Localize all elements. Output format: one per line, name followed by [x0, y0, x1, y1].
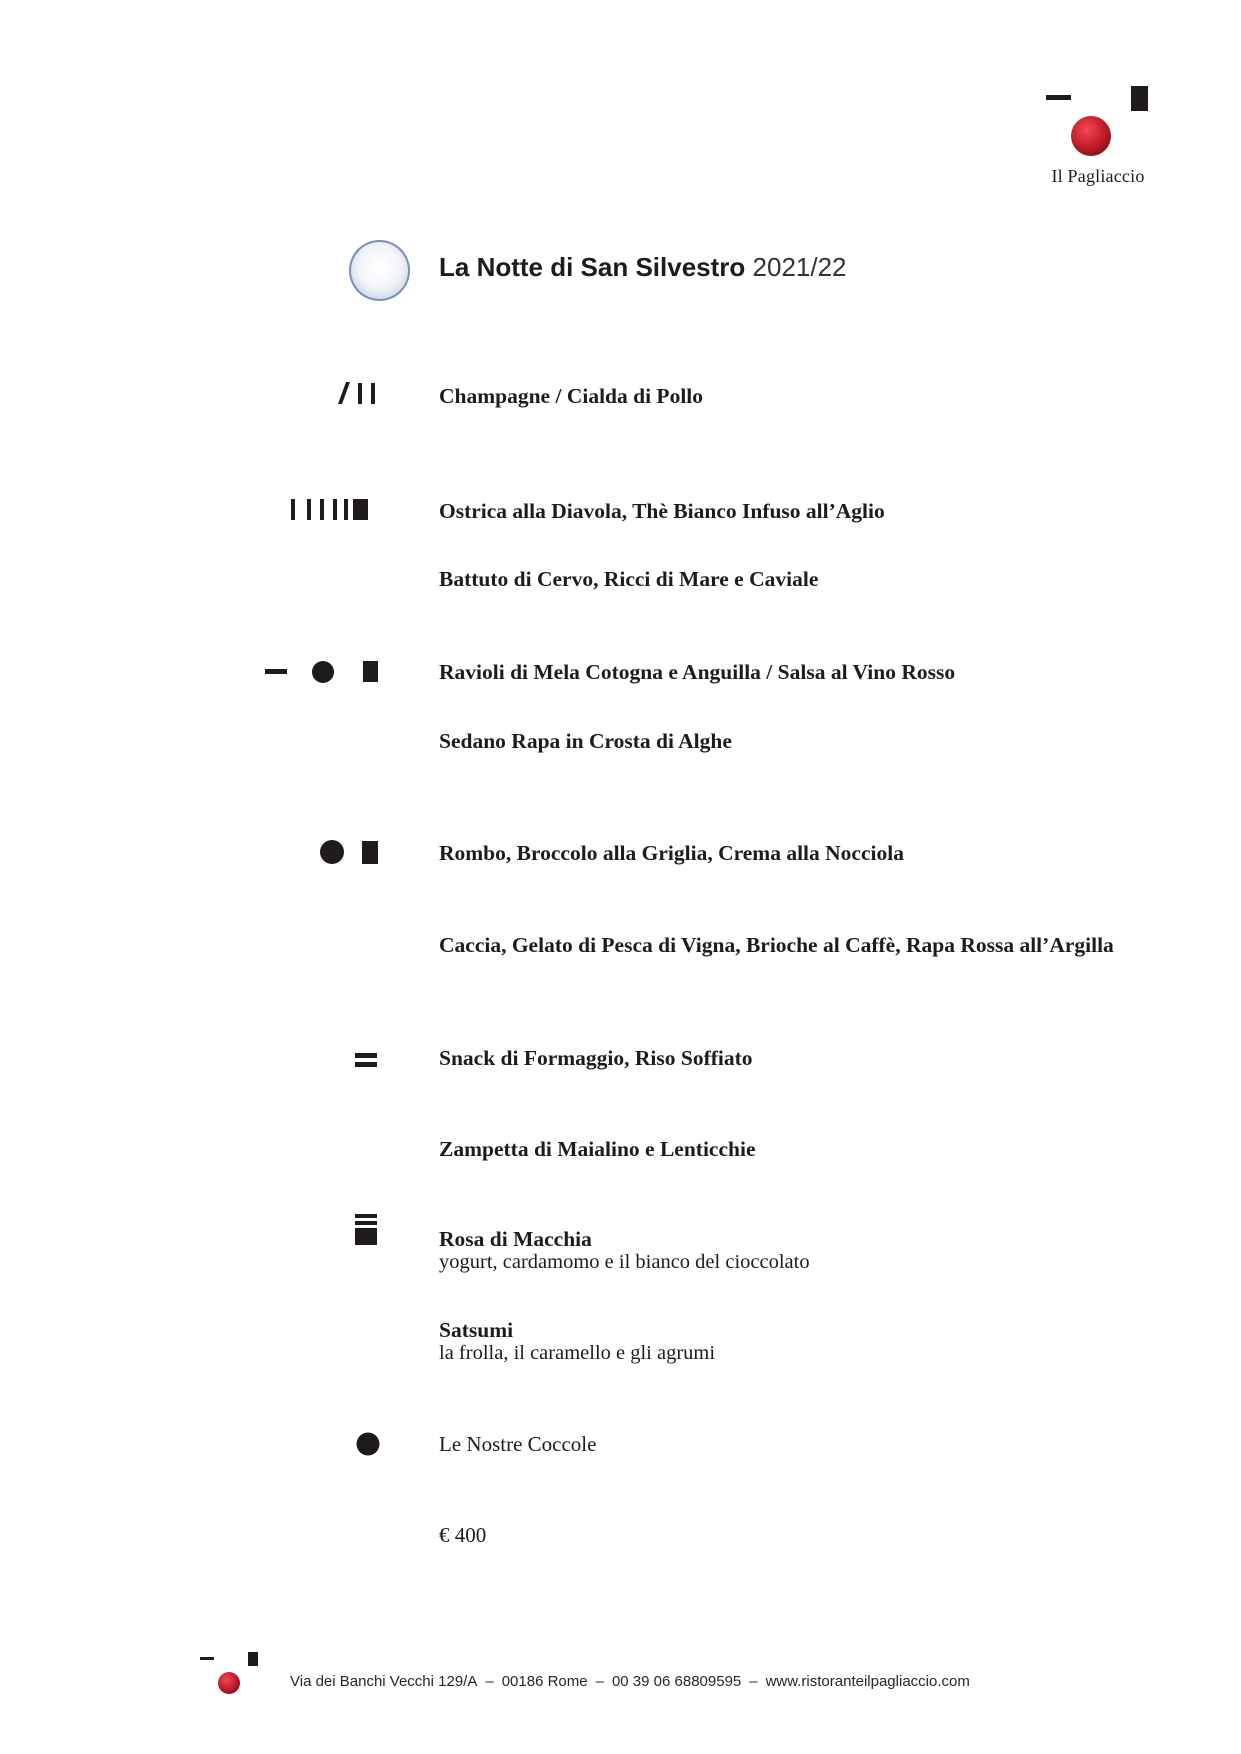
footer-separator: –: [485, 1673, 494, 1690]
footer-postcode-city: 00186 Rome: [501, 1673, 588, 1690]
dot-square-icon: [320, 838, 380, 866]
dish-name: Zampetta di Maialino e Lenticchie: [439, 1137, 756, 1161]
footer-phone: 00 39 06 68809595: [611, 1673, 742, 1690]
footer-contact: [290, 1673, 970, 1690]
dish-name: Caccia, Gelato di Pesca di Vigna, Brioche al Caffè, Rapa Rossa all’Argilla: [439, 933, 1114, 957]
logo-mark: [1046, 86, 1150, 158]
dish-description: la frolla, il caramello e gli agrumi: [439, 1342, 716, 1364]
dish-name: Champagne / Cialda di Pollo: [439, 384, 704, 408]
slash-bars-icon: [338, 382, 378, 406]
price: € 400: [439, 1523, 487, 1547]
page-title: [439, 252, 847, 283]
title-main: La Notte di San Silvestro: [439, 252, 746, 282]
footer-address: Via dei Banchi Vecchi 129/A: [290, 1673, 478, 1690]
dish-name: Snack di Formaggio, Riso Soffiato: [439, 1046, 753, 1070]
footer-website[interactable]: www.ristoranteilpagliaccio.com: [765, 1673, 970, 1690]
equals-icon: [355, 1051, 379, 1069]
dish-name: Battuto di Cervo, Ricci di Mare e Caviale: [439, 567, 819, 591]
title-year: 2021/22: [752, 252, 847, 282]
barcode-icon: [291, 497, 379, 521]
logo-name: Il Pagliaccio: [1051, 166, 1145, 186]
stacked-bars-icon: [355, 1214, 379, 1246]
dish-name: Ravioli di Mela Cotogna e Anguilla / Salsa al Vino Rosso: [439, 660, 956, 684]
logo-dash: [1046, 95, 1071, 100]
dish-name: Ostrica alla Diavola, Thè Bianco Infuso all’Aglio: [439, 499, 885, 523]
logo-red-ball: [1071, 116, 1111, 156]
footer-separator: –: [595, 1673, 604, 1690]
dish-name: Sedano Rapa in Crosta di Alghe: [439, 729, 732, 753]
dot-icon: [356, 1432, 380, 1456]
footer-logo-mark: [200, 1652, 262, 1696]
logo-square: [1131, 86, 1148, 111]
title-orb-icon: [349, 240, 410, 301]
dish-name: Le Nostre Coccole: [439, 1432, 597, 1456]
dash-dot-square-icon: [265, 659, 380, 685]
dish-description: yogurt, cardamomo e il bianco del cioccolato: [439, 1251, 810, 1273]
dish-name: Rosa di Macchia: [439, 1227, 592, 1251]
footer-separator: –: [749, 1673, 758, 1690]
dish-name: Rombo, Broccolo alla Griglia, Crema alla Nocciola: [439, 841, 904, 865]
dish-name: Satsumi: [439, 1318, 514, 1342]
